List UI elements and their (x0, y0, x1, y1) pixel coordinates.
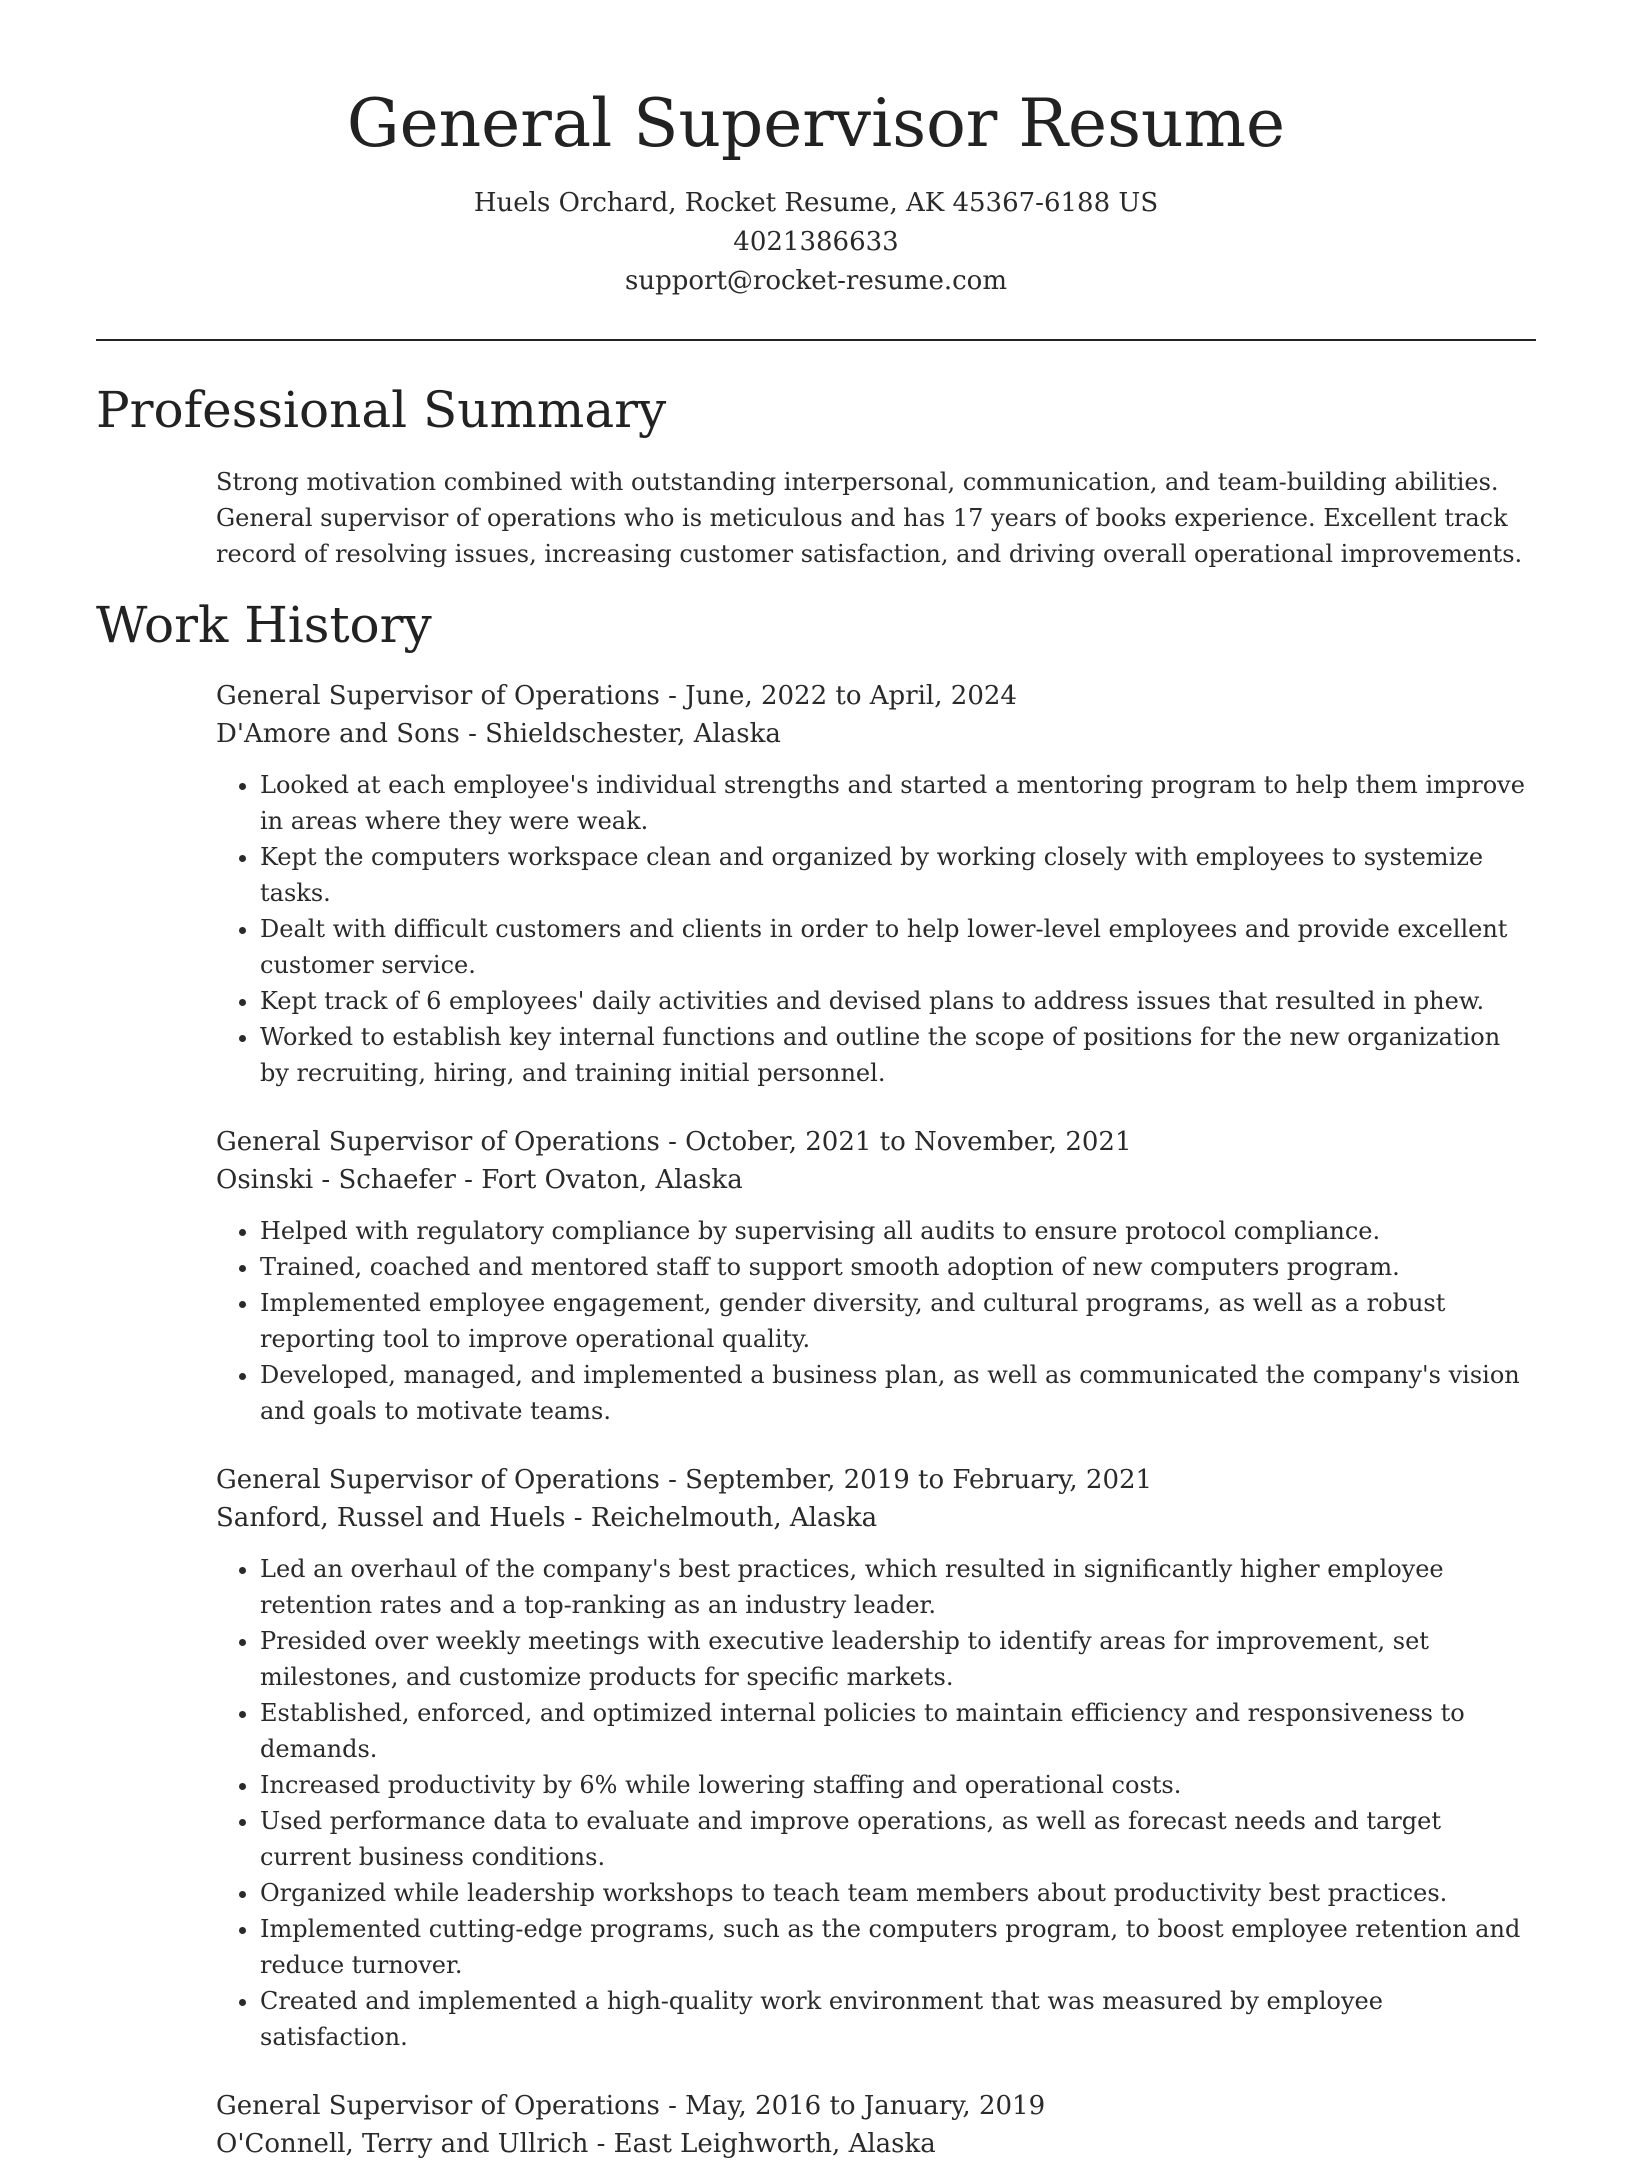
job-entry (216, 1123, 1536, 1429)
job-bullet: • Looked at each employee's individual strengths and started a mentoring program to help them improve in areas where they were weak. (260, 767, 1536, 839)
job-entry (216, 2087, 1536, 2163)
job-bullet: • Helped with regulatory compliance by supervising all audits to ensure protocol compliance. (260, 1213, 1536, 1249)
job-entry (216, 677, 1536, 1091)
contact-phone: 4021386633 (733, 226, 899, 257)
job-bullet: • Established, enforced, and optimized internal policies to maintain efficiency and responsiveness to demands. (260, 1695, 1536, 1767)
job-bullet-list (216, 1213, 1536, 1429)
job-company-line: Sanford, Russel and Huels - Reichelmouth, Alaska (216, 1502, 878, 1533)
job-title-line: General Supervisor of Operations - October, 2021 to November, 2021 (216, 1126, 1132, 1157)
contact-block (96, 184, 1536, 301)
contact-address: Huels Orchard, Rocket Resume, AK 45367-6188 US (473, 187, 1159, 218)
job-bullet: • Implemented employee engagement, gender diversity, and cultural programs, as well as a robust reporting tool to improve operational quality. (260, 1285, 1536, 1357)
resume-header (96, 0, 1536, 301)
job-company-line: D'Amore and Sons - Shieldschester, Alaska (216, 718, 781, 749)
job-bullet: • Kept track of 6 employees' daily activities and devised plans to address issues that resulted in phew. (260, 983, 1536, 1019)
job-bullet: • Developed, managed, and implemented a business plan, as well as communicated the company's vision and goals to motivate teams. (260, 1357, 1536, 1429)
contact-email: support@rocket-resume.com (624, 265, 1007, 296)
job-bullet: • Kept the computers workspace clean and organized by working closely with employees to systemize tasks. (260, 839, 1536, 911)
job-bullet-list (216, 1551, 1536, 2055)
job-bullet: • Dealt with difficult customers and clients in order to help lower-level employees and provide excellent customer service. (260, 911, 1536, 983)
job-company-line: Osinski - Schaefer - Fort Ovaton, Alaska (216, 1164, 743, 1195)
job-bullet: • Worked to establish key internal functions and outline the scope of positions for the new organization by recruiting, hiring, and training initial personnel. (260, 1019, 1536, 1091)
summary-heading: Professional Summary (96, 380, 667, 439)
job-bullet: • Organized while leadership workshops to teach team members about productivity best practices. (260, 1875, 1536, 1911)
job-bullet-list (216, 767, 1536, 1091)
work-history-heading: Work History (96, 595, 432, 654)
job-bullet: • Implemented cutting-edge programs, such as the computers program, to boost employee retention and reduce turnover. (260, 1911, 1536, 1983)
job-bullet: • Trained, coached and mentored staff to support smooth adoption of new computers program. (260, 1249, 1536, 1285)
job-bullet: • Created and implemented a high-quality work environment that was measured by employee satisfaction. (260, 1983, 1536, 2055)
summary-text: Strong motivation combined with outstanding interpersonal, communication, and team-building abilities. General supervisor of operations who is meticulous and has 17 years of books experience. Excellent track record of resolving issues, increasing customer satisfaction, and driving overall operational improvements. (216, 467, 1523, 568)
job-bullet: • Used performance data to evaluate and improve operations, as well as forecast needs and target current business conditions. (260, 1803, 1536, 1875)
job-bullet: • Led an overhaul of the company's best practices, which resulted in significantly higher employee retention rates and a top-ranking as an industry leader. (260, 1551, 1536, 1623)
header-divider (96, 339, 1536, 341)
job-title-line: General Supervisor of Operations - June, 2022 to April, 2024 (216, 680, 1017, 711)
job-bullet: • Presided over weekly meetings with executive leadership to identify areas for improvement, set milestones, and customize products for specific markets. (260, 1623, 1536, 1695)
job-bullet: • Increased productivity by 6% while lowering staffing and operational costs. (260, 1767, 1536, 1803)
resume-title: General Supervisor Resume (346, 85, 1286, 162)
job-title-line: General Supervisor of Operations - May, 2016 to January, 2019 (216, 2090, 1046, 2121)
job-title-line: General Supervisor of Operations - September, 2019 to February, 2021 (216, 1464, 1153, 1495)
job-company-line: O'Connell, Terry and Ullrich - East Leighworth, Alaska (216, 2128, 936, 2159)
job-entry (216, 1461, 1536, 2055)
